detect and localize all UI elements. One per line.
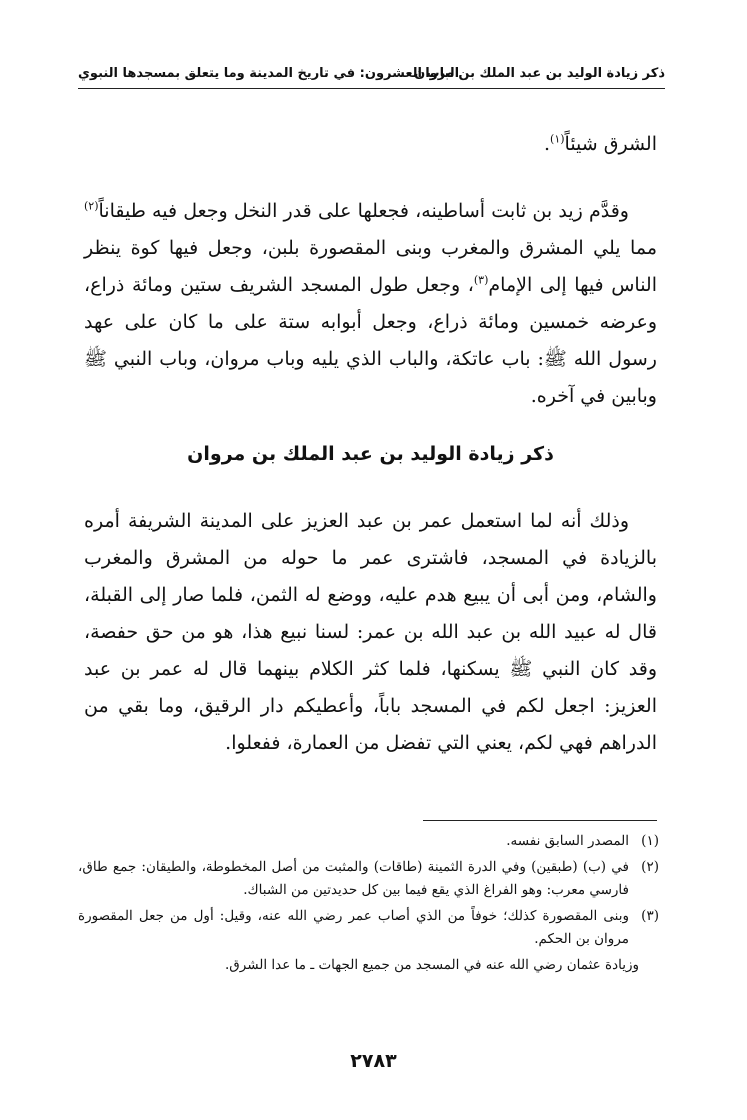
paragraph-2-part-2: مما يلي المشرق والمغرب وبنى المقصورة بلبن، وجعل فيها كوة ينظر الناس فيها إلى الإمام <box>84 237 657 296</box>
footnote-ref-2[interactable]: (٢) <box>84 199 99 213</box>
footnote-3-continuation: وزيادة عثمان رضي الله عنه في المسجد من جميع الجهات ـ ما عدا الشرق. <box>225 957 639 973</box>
footnote-2-text: في (ب) (طبقين) وفي الدرة الثمينة (طاقات) والمثبت من أصل المخطوطة، والطيقان: جمع طاق، فارسي معرب: وهو الفراغ الذي يقع فيما بين كل حديدتين من الشباك. <box>78 859 629 898</box>
footnote-ref-1[interactable]: (١) <box>550 132 565 146</box>
running-header <box>78 62 665 89</box>
footnotes <box>78 830 659 980</box>
paragraph-2-part-1: وقدَّم زيد بن ثابت أساطينه، فجعلها على قدر النخل وجعل فيه طيقاناً <box>98 200 629 222</box>
header-section-title: ذكر زيادة الوليد بن عبد الملك بن مروان <box>414 66 665 81</box>
footnote-ref-3[interactable]: (٣) <box>473 273 489 287</box>
paragraph-1-end: . <box>543 133 551 155</box>
paragraph-1-text: الشرق شيئاً <box>564 133 657 155</box>
footnote-1 <box>78 830 659 853</box>
footnote-divider <box>423 820 657 821</box>
footnote-2-number: (٢) <box>641 859 659 875</box>
footnote-1-number: (١) <box>641 833 659 849</box>
footnote-3-number: (٣) <box>641 908 659 924</box>
header-chapter-title: الباب العشرون: في تاريخ المدينة وما يتعلق بمسجدها النبوي <box>78 66 460 81</box>
footnote-3-text: وبنى المقصورة كذلك؛ خوفاً من الذي أصاب عمر رضي الله عنه، وقيل: أول من جعل المقصورة مروان بن الحكم. <box>78 908 629 947</box>
paragraph-1 <box>84 126 657 163</box>
footnote-1-text: المصدر السابق نفسه. <box>506 833 629 849</box>
paragraph-2 <box>84 193 657 415</box>
paragraph-2-part-3: ، وجعل طول المسجد الشريف ستين ومائة ذراع، وعرضه خمسين ومائة ذراع، وجعل أبوابه ستة على ما كان على عهد رسول الله ﷺ: باب عاتكة، والباب الذي يليه وباب مروان، وباب النبي ﷺ وبابين في آخره. <box>84 274 657 407</box>
footnote-2 <box>78 856 659 902</box>
paragraph-3: وذلك أنه لما استعمل عمر بن عبد العزيز على المدينة الشريفة أمره بالزيادة في المسجد، فاشترى عمر ما حوله من المشرق والمغرب والشام، ومن أبى أن يبيع هدم عليه، ووضع له الثمن، فلما صار إلى القبلة، قال له عبيد الله بن عبد الله بن عمر: لسنا نبيع هذا، هو من حق حفصة، وقد كان النبي ﷺ يسكنها، فلما كثر الكلام بينهما قال له عمر بن عبد العزيز: اجعل لكم في المسجد باباً، وأعطيكم دار الرقيق، وما بقي من الدراهم فهي لكم، يعني التي تفضل من العمارة، ففعلوا. <box>84 510 657 754</box>
footnote-3 <box>78 905 659 951</box>
page-number: ٢٧٨٣ <box>350 1050 397 1072</box>
section-heading: ذكر زيادة الوليد بن عبد الملك بن مروان <box>187 443 554 465</box>
